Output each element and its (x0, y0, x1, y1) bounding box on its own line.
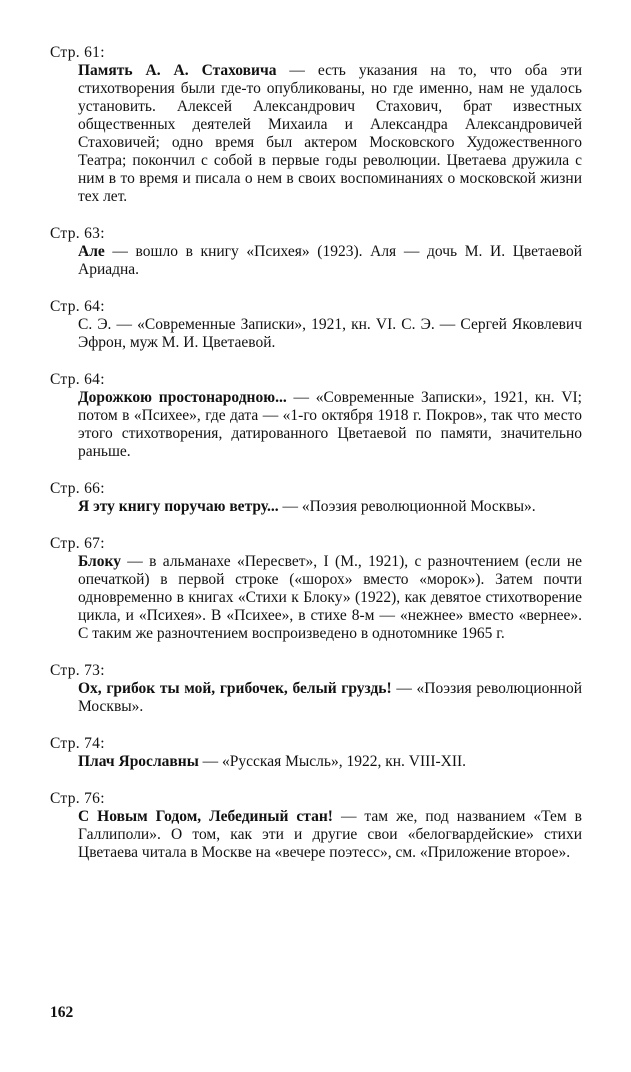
note-text (78, 316, 582, 352)
poem-title: Дорожкою простонародною... (78, 389, 287, 406)
note-body: — «Современные Записки», 1921, кн. VI; потом в «Психее», где дата — «1-го октября 1918 г. Покров», так что место этого стихотворения, датированного Цветаевой по памяти, значительно раньше. (78, 389, 582, 460)
note-body: — «Русская Мысль», 1922, кн. VIII-XII. (198, 753, 467, 770)
note-body: — в альманахе «Пересвет», I (М., 1921), с разночтением (если не опечаткой) в первой строке («шорох» вместо «морок»). Затем почти одновременно в книгах «Стихи к Блоку» (1922), как девятое стихотворение цикла, и «Психея». В «Психее», в стихе 8-м — «нежнее» вместо «вернее». С таким же разночтением воспроизведено в однотомнике 1965 г. (78, 553, 582, 642)
note-body: — есть указания на то, что оба эти стихотворения были где-то опубликованы, но где именно, нам не удалось установить. Алексей Александрович Стахович, брат известных общественных деятелей Михаила и Александра Александровичей Стаховичей; одно время был актером Московского Художественного Театра; покончил с собой в первые годы революции. Цветаева дружила с ним в то время и писала о нем в своих воспоминаниях о московской жизни тех лет. (78, 62, 583, 205)
note-body: — «Поэзия революционной Москвы». (78, 680, 582, 715)
page-number: 162 (50, 1004, 74, 1021)
note-entry (50, 735, 582, 771)
note-body: С. Э. — «Современные Записки», 1921, кн. VI. С. Э. — Сергей Яковлевич Эфрон, муж М. И. Цветаевой. (78, 316, 582, 351)
note-text (78, 498, 582, 516)
note-entry (50, 44, 582, 206)
page-reference: Стр. 74: (50, 735, 105, 752)
note-entry (50, 298, 582, 352)
page-reference: Стр. 76: (50, 790, 105, 807)
note-text (78, 808, 582, 862)
poem-title: Плач Ярославны (78, 753, 199, 770)
note-text (78, 553, 582, 643)
poem-title: Память А. А. Стаховича (78, 62, 277, 79)
note-entry (50, 225, 582, 279)
note-entry (50, 535, 582, 643)
note-body: — «Поэзия революционной Москвы». (278, 498, 536, 515)
page-reference: Стр. 73: (50, 662, 105, 679)
note-text (78, 680, 582, 716)
note-text (78, 389, 582, 461)
page-reference: Стр. 67: (50, 535, 105, 552)
page-reference: Стр. 63: (50, 225, 105, 242)
notes-page (50, 44, 582, 881)
note-body: — вошло в книгу «Психея» (1923). Аля — дочь М. И. Цветаевой Ариадна. (78, 243, 582, 278)
poem-title: С Новым Годом, Лебединый стан! (78, 808, 333, 825)
note-entry (50, 662, 582, 716)
note-text (78, 753, 582, 771)
note-text (78, 243, 582, 279)
note-text (78, 62, 582, 206)
note-body: — там же, под названием «Тем в Галлиполи». О том, как эти и другие свои «белогвардейские» стихи Цветаева читала в Москве на «вечере поэтесс», см. «Приложение второе». (78, 808, 582, 861)
poem-title: Блоку (78, 553, 121, 570)
note-entry (50, 790, 582, 862)
poem-title: Ох, грибок ты мой, грибочек, белый груздь! (78, 680, 392, 697)
note-entry (50, 480, 582, 516)
page-reference: Стр. 61: (50, 44, 105, 61)
note-entry (50, 371, 582, 461)
poem-title: Я эту книгу поручаю ветру... (78, 498, 279, 515)
page-reference: Стр. 64: (50, 298, 105, 315)
page-reference: Стр. 64: (50, 371, 105, 388)
page-reference: Стр. 66: (50, 480, 105, 497)
poem-title: Але (78, 243, 105, 260)
